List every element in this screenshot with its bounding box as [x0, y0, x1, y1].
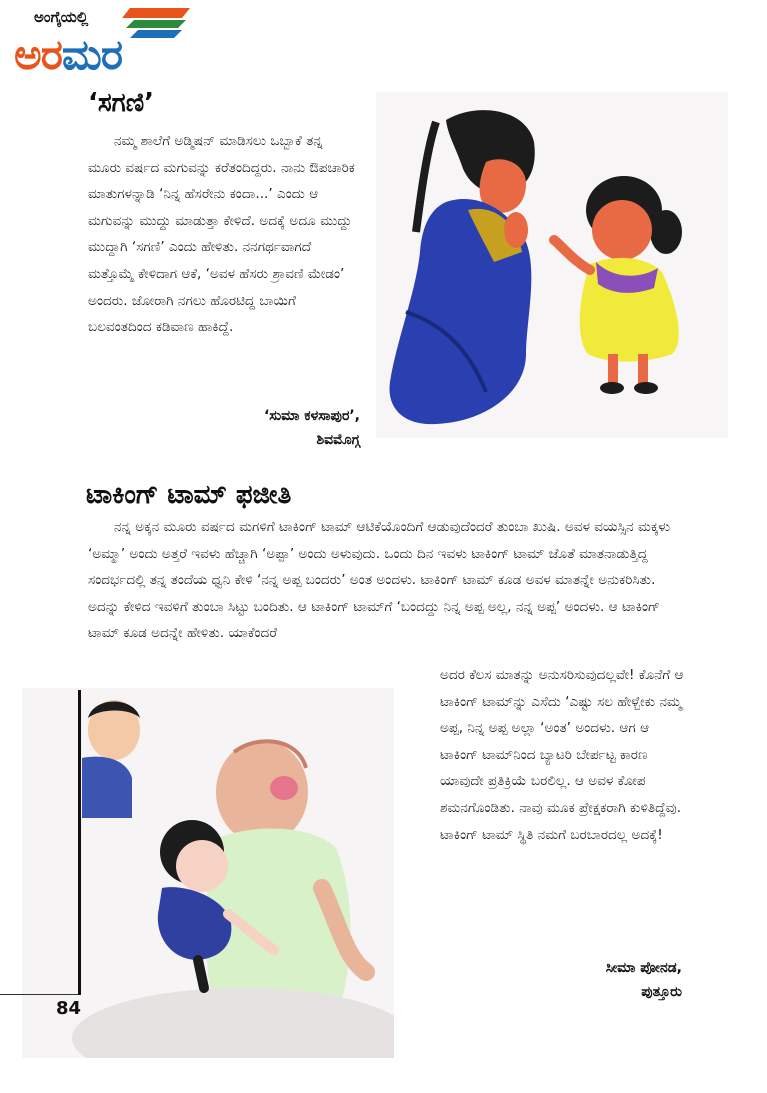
- illustration-woman-and-child: [376, 92, 728, 438]
- story2-body-side: ಅದರ ಕೆಲಸ ಮಾತನ್ನು ಅನುಸರಿಸುವುದಲ್ಲವೇ! ಕೊನೆಗೆ ಆ ಟಾಕಿಂಗ್ ಟಾಮ್‌ನ್ನು ಎಸೆದು ‘ಎಷ್ಟು ಸಲ ಹೇಳ್ಬೇಕು ನಮ್ಮ ಅಪ್ಪ, ನಿನ್ನ ಅಪ್ಪ ಅಲ್ಲಾ ‘ಅಂತ’ ಅಂದಳು. ಆಗ ಆ ಟಾಕಿಂಗ್ ಟಾಮ್‌ನಿಂದ ಬ್ಯಾಟರಿ ಬೇರ್ಪಟ್ಟ ಕಾರಣ ಯಾವುದೇ ಪ್ರತಿಕ್ರಿಯೆ ಬರಲಿಲ್ಲ. ಆ ಅವಳ ಕೋಪ ಶಮನಗೊಂಡಿತು. ನಾವು ಮೂಕ ಪ್ರೇಕ್ಷಕರಾಗಿ ಕುಳಿತಿದ್ದೆವು. ಟಾಕಿಂಗ್ ಟಾಮ್ ಸ್ಥಿತಿ ನಮಗೆ ಬರಬಾರದಲ್ಲ ಅದಕ್ಕೆ!: [440, 667, 684, 843]
- logo-letter-ma: ಮ: [61, 30, 101, 79]
- story2-signoff: [470, 956, 682, 1004]
- story2-body-top: ನನ್ನ ಅಕ್ಕನ ಮೂರು ವರ್ಷದ ಮಗಳಿಗೆ ಟಾಕಿಂಗ್ ಟಾಮ್ ಆಟಿಕೆಯೊಂದಿಗೆ ಆಡುವುದೆಂದರೆ ತುಂಬಾ ಖುಷಿ. ಅವಳ ವಯಸ್ಸಿನ ಮಕ್ಕಳು ‘ಅಮ್ಮಾ’ ಅಂದು ಅತ್ತರೆ ಇವಳು ಹೆಚ್ಚಾಗಿ ‘ಅಪ್ಪಾ’ ಅಂದು ಅಳುವುದು. ಒಂದು ದಿನ ಇವಳು ಟಾಕಿಂಗ್ ಟಾಮ್ ಜೊತೆ ಮಾತನಾಡುತ್ತಿದ್ದ ಸಂದರ್ಭದಲ್ಲಿ ತನ್ನ ತಂದೆಯ ಧ್ವನಿ ಕೇಳಿ ‘ನನ್ನ ಅಪ್ಪ ಬಂದರು’ ಅಂತ ಅಂದಳು. ಟಾಕಿಂಗ್ ಟಾಮ್ ಕೂಡ ಅವಳ ಮಾತನ್ನೇ ಅನುಕರಿಸಿತು. ಅದನ್ನು ಕೇಳಿದ ಇವಳಿಗೆ ತುಂಬಾ ಸಿಟ್ಟು ಬಂದಿತು. ಆ ಟಾಕಿಂಗ್ ಟಾಮ್‌ಗೆ ‘ಬಂದದ್ದು ನಿನ್ನ ಅಪ್ಪ ಅಲ್ಲ, ನನ್ನ ಅಪ್ಪ’ ಅಂದಳು. ಆ ಟಾಕಿಂಗ್ ಟಾಮ್ ಕೂಡ ಅದನ್ನೇ ಹೇಳಿತು. ಯಾಕೆಂದರೆ: [88, 519, 671, 642]
- story1-signoff: [160, 404, 360, 452]
- divider-horizontal: [0, 994, 78, 995]
- masthead-logo: [8, 4, 193, 84]
- story1-title: ‘ಸಗಣಿ’: [88, 88, 155, 118]
- story1-body: ನಮ್ಮ ಶಾಲೆಗೆ ಅಡ್ಮಿಷನ್ ಮಾಡಿಸಲು ಒಬ್ಬಾಕೆ ತನ್ನ ಮೂರು ವರ್ಷದ ಮಗುವನ್ನು ಕರೆತಂದಿದ್ದರು. ನಾನು ಔಪಚಾರಿಕ ಮಾತುಗಳನ್ನಾಡಿ ‘ನಿನ್ನ ಹೆಸರೇನು ಕಂದಾ...’ ಎಂದು ಆ ಮಗುವನ್ನು ಮುದ್ದು ಮಾಡುತ್ತಾ ಕೇಳಿದೆ. ಅದಕ್ಕೆ ಅದೂ ಮುದ್ದು ಮುದ್ದಾಗಿ ‘ಸಗಣಿ’ ಎಂದು ಹೇಳಿತು. ನನಗರ್ಥವಾಗದೆ ಮತ್ತೊಮ್ಮೆ ಕೇಳಿದಾಗ ಆಕೆ, ‘ಅವಳ ಹೆಸರು ಶ್ರಾವಣಿ ಮೇಡಂ’ ಅಂದರು. ಜೋರಾಗಿ ನಗಲು ಹೊರಟಿದ್ದ ಬಾಯಿಗೆ ಬಲವಂತದಿಂದ ಕಡಿವಾಣ ಹಾಕಿದ್ದೆ.: [88, 133, 355, 336]
- logo-stripes-icon: [120, 6, 190, 46]
- story1-place: ಶಿವಮೊಗ್ಗ: [316, 432, 360, 448]
- logo-letter-ra: ರ: [40, 30, 62, 79]
- story2-author: ಸೀಮಾ ಪೋನಡ,: [605, 960, 682, 976]
- page-number: 84: [56, 998, 82, 1019]
- logo-letter-a: ಅ: [14, 30, 41, 79]
- story2-title: ಟಾಕಿಂಗ್ ಟಾಮ್ ಫಜೀತಿ: [86, 480, 292, 510]
- story2-place: ಪುತ್ತೂರು: [641, 984, 682, 1000]
- masthead-tagline: ಅಂಗೈಯಲ್ಲಿ: [34, 8, 89, 26]
- story1-author: ‘ಸುಮಾ ಕಳಸಾಪುರ’,: [263, 408, 360, 424]
- divider-vertical: [78, 690, 81, 995]
- logo-wordmark: [14, 30, 122, 80]
- logo-letter-ra-2: ರ: [100, 30, 123, 79]
